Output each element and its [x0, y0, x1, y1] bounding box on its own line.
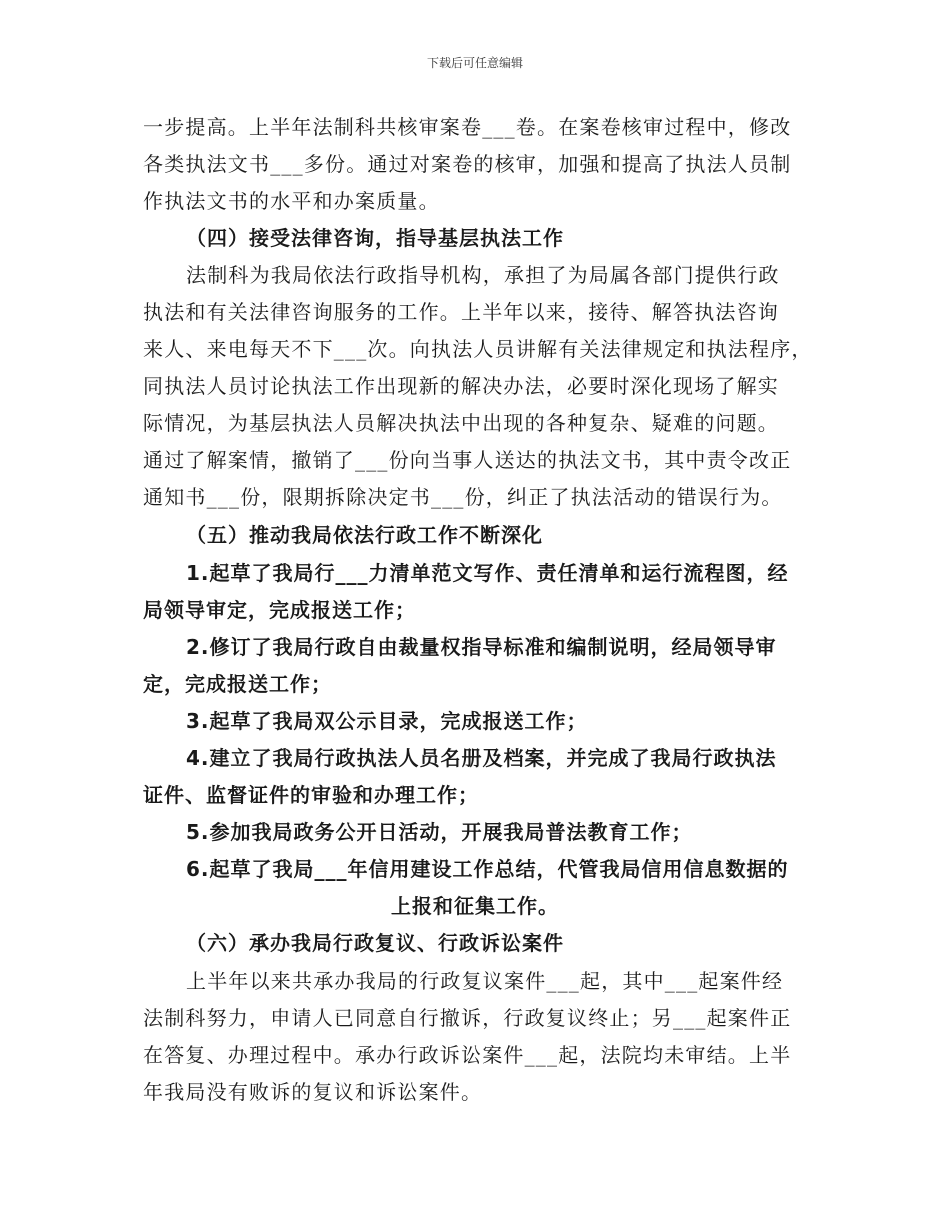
list-item-2-cont: 定，完成报送工作；: [143, 672, 332, 696]
list-item-1-cont: 局领导审定，完成报送工作；: [143, 598, 416, 622]
list-item-6: 6.起草了我局___年信用建设工作总结，代管我局信用信息数据的: [186, 857, 789, 881]
list-item-6-cont: 上报和征集工作。: [391, 894, 559, 918]
body-line: 同执法人员讨论执法工作出现新的解决办法，必要时深化现场了解实: [143, 374, 779, 398]
body-line: 执法和有关法律咨询服务的工作。上半年以来，接待、解答执法咨询: [143, 300, 779, 324]
body-line: 来人、来电每天不下___次。向执法人员讲解有关法律规定和执法程序，: [143, 337, 813, 361]
body-line: 上半年以来共承办我局的行政复议案件___起，其中___起案件经: [186, 969, 784, 993]
list-item-3: 3.起草了我局双公示目录，完成报送工作；: [186, 709, 588, 733]
body-line: 法制科努力，申请人已同意自行撤诉，行政复议终止；另___起案件正: [143, 1006, 792, 1030]
body-line: 通过了解案情，撤销了___份向当事人送达的执法文书，其中责令改正: [143, 448, 792, 472]
body-line: 各类执法文书___多份。通过对案卷的核审，加强和提高了执法人员制: [143, 152, 792, 176]
body-line: 年我局没有败诉的复议和诉讼案件。: [143, 1080, 483, 1104]
body-line: 在答复、办理过程中。承办行政诉讼案件___起，法院均未审结。上半: [143, 1043, 792, 1067]
body-line: 通知书___份，限期拆除决定书___份，纠正了执法活动的错误行为。: [143, 485, 783, 509]
list-item-4-cont: 证件、监督证件的审验和办理工作；: [143, 783, 479, 807]
list-item-4: 4.建立了我局行政执法人员名册及档案，并完成了我局行政执法: [186, 746, 777, 770]
section-heading-6: （六）承办我局行政复议、行政诉讼案件: [186, 931, 564, 955]
section-heading-4: （四）接受法律咨询，指导基层执法工作: [186, 226, 564, 250]
body-line: 作执法文书的水平和办案质量。: [143, 189, 440, 213]
list-item-2: 2.修订了我局行政自由裁量权指导标准和编制说明，经局领导审: [186, 635, 777, 659]
section-heading-5: （五）推动我局依法行政工作不断深化: [186, 523, 543, 547]
body-line: 一步提高。上半年法制科共核审案卷___卷。在案卷核审过程中，修改: [143, 115, 792, 139]
list-item-1: 1.起草了我局行___力清单范文写作、责任清单和运行流程图，经: [186, 561, 789, 585]
page-header: 下载后可任意编辑: [426, 56, 523, 70]
list-item-5: 5.参加我局政务公开日活动，开展我局普法教育工作；: [186, 820, 693, 844]
body-line: 法制科为我局依法行政指导机构，承担了为局属各部门提供行政: [186, 263, 780, 287]
body-line: 际情况，为基层执法人员解决执法中出现的各种复杂、疑难的问题。: [143, 411, 779, 435]
